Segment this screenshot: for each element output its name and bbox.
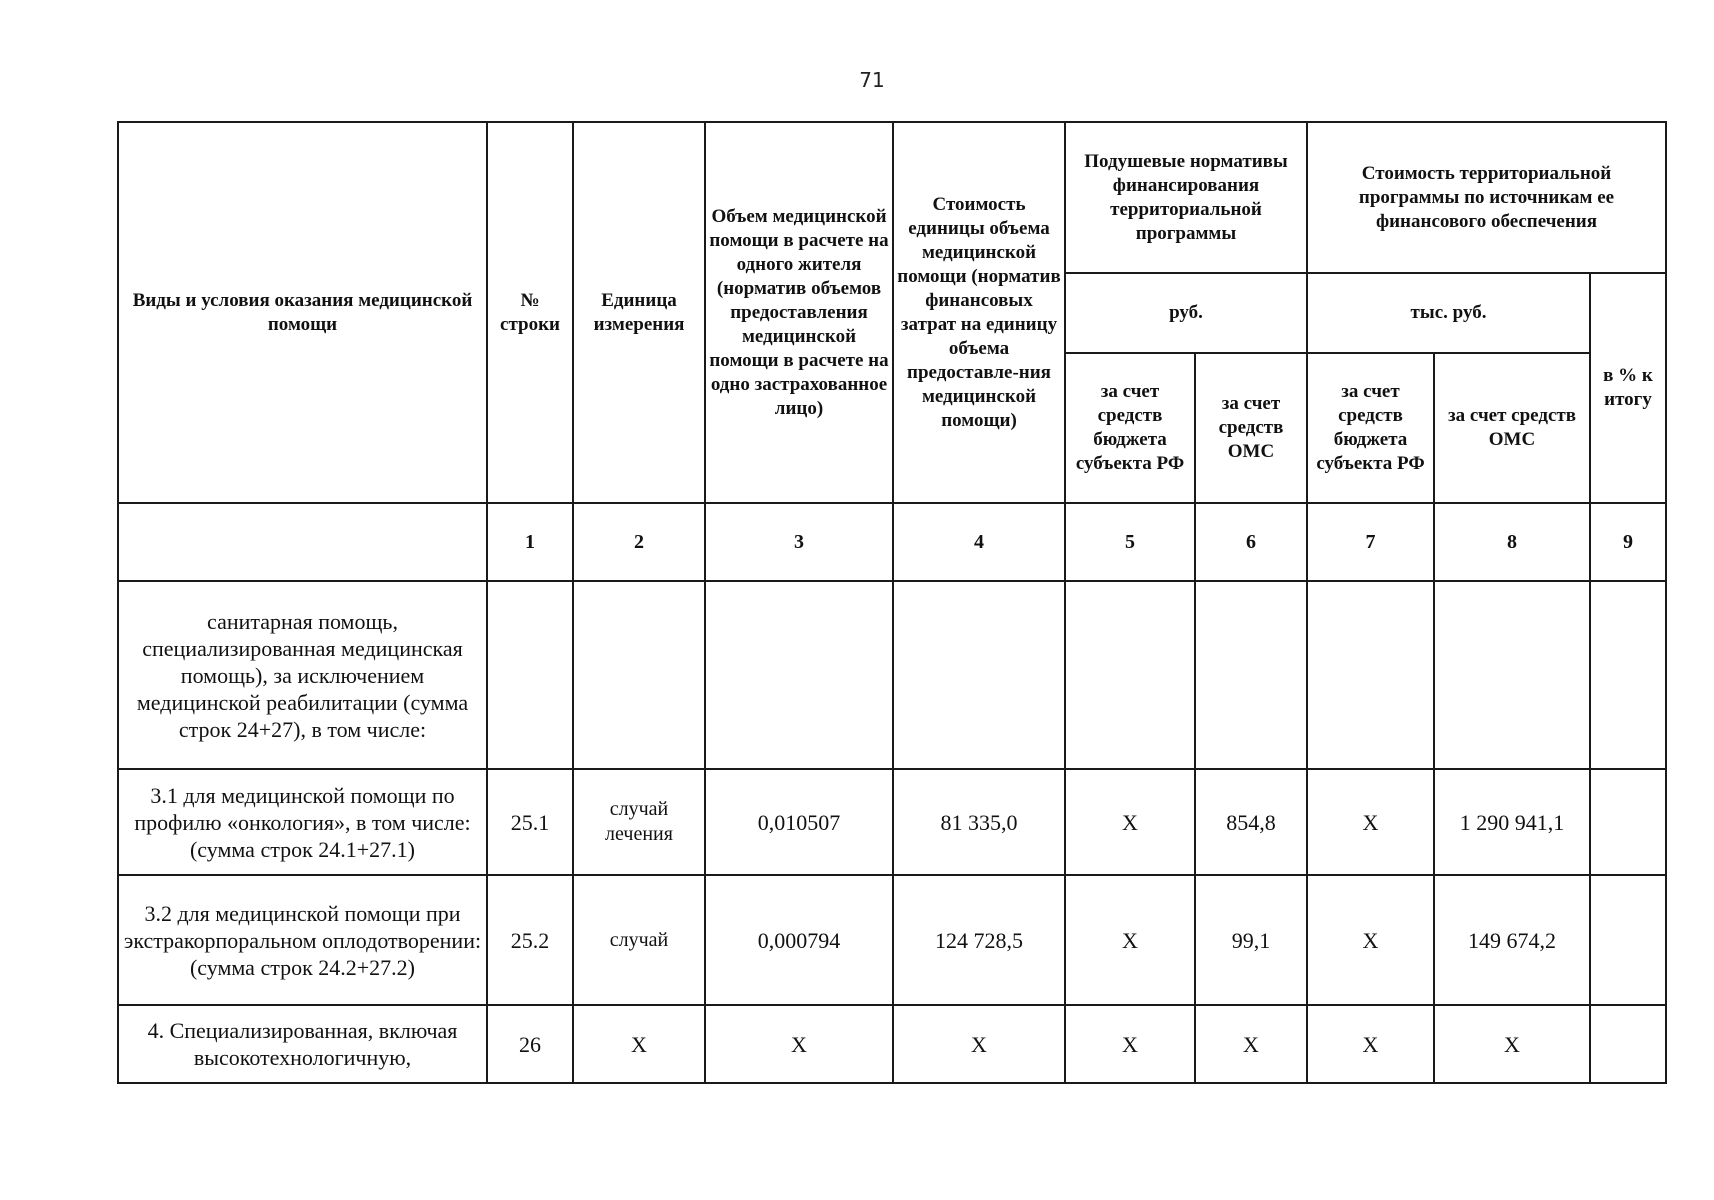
budget-rf-rub-cell: X xyxy=(1065,1005,1195,1083)
row-name: 3.1 для медицинской помощи по профилю «онкология», в том числе: (сумма строк 24.1+27.1) xyxy=(118,769,487,875)
financing-table xyxy=(117,121,1667,1084)
cost-cell: X xyxy=(893,1005,1065,1083)
column-number-cell: 4 xyxy=(893,503,1065,581)
row-name: санитарная помощь, специализированная медицинская помощь), за исключением медицинской реабилитации (сумма строк 24+27), в том числе: xyxy=(118,581,487,769)
header-unit-rub: руб. xyxy=(1065,273,1307,353)
volume-cell: X xyxy=(705,1005,893,1083)
percent-cell xyxy=(1590,875,1666,1005)
row-no: 26 xyxy=(487,1005,573,1083)
budget-rf-rub-cell: X xyxy=(1065,769,1195,875)
percent-cell xyxy=(1590,581,1666,769)
volume-cell: 0,010507 xyxy=(705,769,893,875)
column-number-cell: 2 xyxy=(573,503,705,581)
row-no: 25.2 xyxy=(487,875,573,1005)
budget-rf-thousand-cell: X xyxy=(1307,769,1434,875)
column-number-row xyxy=(118,503,1666,581)
header-per-capita-group: Подушевые нормативы финансирования территориальной программы xyxy=(1065,122,1307,273)
header-row-1 xyxy=(118,122,1666,273)
header-budget-rf-1: за счет средств бюджета субъекта РФ xyxy=(1065,353,1195,503)
volume-cell xyxy=(705,581,893,769)
table-row xyxy=(118,769,1666,875)
oms-rub-cell: X xyxy=(1195,1005,1307,1083)
unit-cell: X xyxy=(573,1005,705,1083)
oms-thousand-cell: 1 290 941,1 xyxy=(1434,769,1590,875)
table-row xyxy=(118,1005,1666,1083)
budget-rf-thousand-cell xyxy=(1307,581,1434,769)
header-budget-rf-2: за счет средств бюджета субъекта РФ xyxy=(1307,353,1434,503)
oms-rub-cell: 99,1 xyxy=(1195,875,1307,1005)
header-cost: Стоимость единицы объема медицинской помощи (норматив финансовых затрат на единицу объема предоставле-ния медицинской помощи) xyxy=(893,122,1065,503)
header-oms-1: за счет средств ОМС xyxy=(1195,353,1307,503)
budget-rf-rub-cell: X xyxy=(1065,875,1195,1005)
column-number-cell: 1 xyxy=(487,503,573,581)
column-number-cell: 9 xyxy=(1590,503,1666,581)
header-kind: Виды и условия оказания медицинской помощи xyxy=(118,122,487,503)
column-number-cell: 3 xyxy=(705,503,893,581)
percent-cell xyxy=(1590,769,1666,875)
header-unit-thousand-rub: тыс. руб. xyxy=(1307,273,1590,353)
column-number-cell: 6 xyxy=(1195,503,1307,581)
unit-cell: случай лечения xyxy=(573,769,705,875)
row-no xyxy=(487,581,573,769)
cost-cell: 81 335,0 xyxy=(893,769,1065,875)
column-number-cell: 8 xyxy=(1434,503,1590,581)
budget-rf-thousand-cell: X xyxy=(1307,1005,1434,1083)
page-number: 71 xyxy=(859,68,885,92)
budget-rf-rub-cell xyxy=(1065,581,1195,769)
oms-thousand-cell xyxy=(1434,581,1590,769)
percent-cell xyxy=(1590,1005,1666,1083)
volume-cell: 0,000794 xyxy=(705,875,893,1005)
table-row xyxy=(118,875,1666,1005)
header-volume: Объем медицинской помощи в расчете на одного жителя (норматив объемов предоставления медицинской помощи в расчете на одно застрахованное лицо) xyxy=(705,122,893,503)
row-name: 4. Специализированная, включая высокотехнологичную, xyxy=(118,1005,487,1083)
header-row-no: № строки xyxy=(487,122,573,503)
unit-cell: случай xyxy=(573,875,705,1005)
row-no: 25.1 xyxy=(487,769,573,875)
header-unit: Единица измерения xyxy=(573,122,705,503)
header-total-cost-group: Стоимость территориальной программы по источникам ее финансового обеспечения xyxy=(1307,122,1666,273)
column-number-cell xyxy=(118,503,487,581)
row-name: 3.2 для медицинской помощи при экстракорпоральном оплодотворении: (сумма строк 24.2+27.2) xyxy=(118,875,487,1005)
cost-cell: 124 728,5 xyxy=(893,875,1065,1005)
header-percent: в % к итогу xyxy=(1590,273,1666,503)
table-row xyxy=(118,581,1666,769)
budget-rf-thousand-cell: X xyxy=(1307,875,1434,1005)
header-oms-2: за счет средств ОМС xyxy=(1434,353,1590,503)
unit-cell xyxy=(573,581,705,769)
oms-thousand-cell: X xyxy=(1434,1005,1590,1083)
oms-rub-cell xyxy=(1195,581,1307,769)
column-number-cell: 7 xyxy=(1307,503,1434,581)
column-number-cell: 5 xyxy=(1065,503,1195,581)
oms-rub-cell: 854,8 xyxy=(1195,769,1307,875)
oms-thousand-cell: 149 674,2 xyxy=(1434,875,1590,1005)
cost-cell xyxy=(893,581,1065,769)
